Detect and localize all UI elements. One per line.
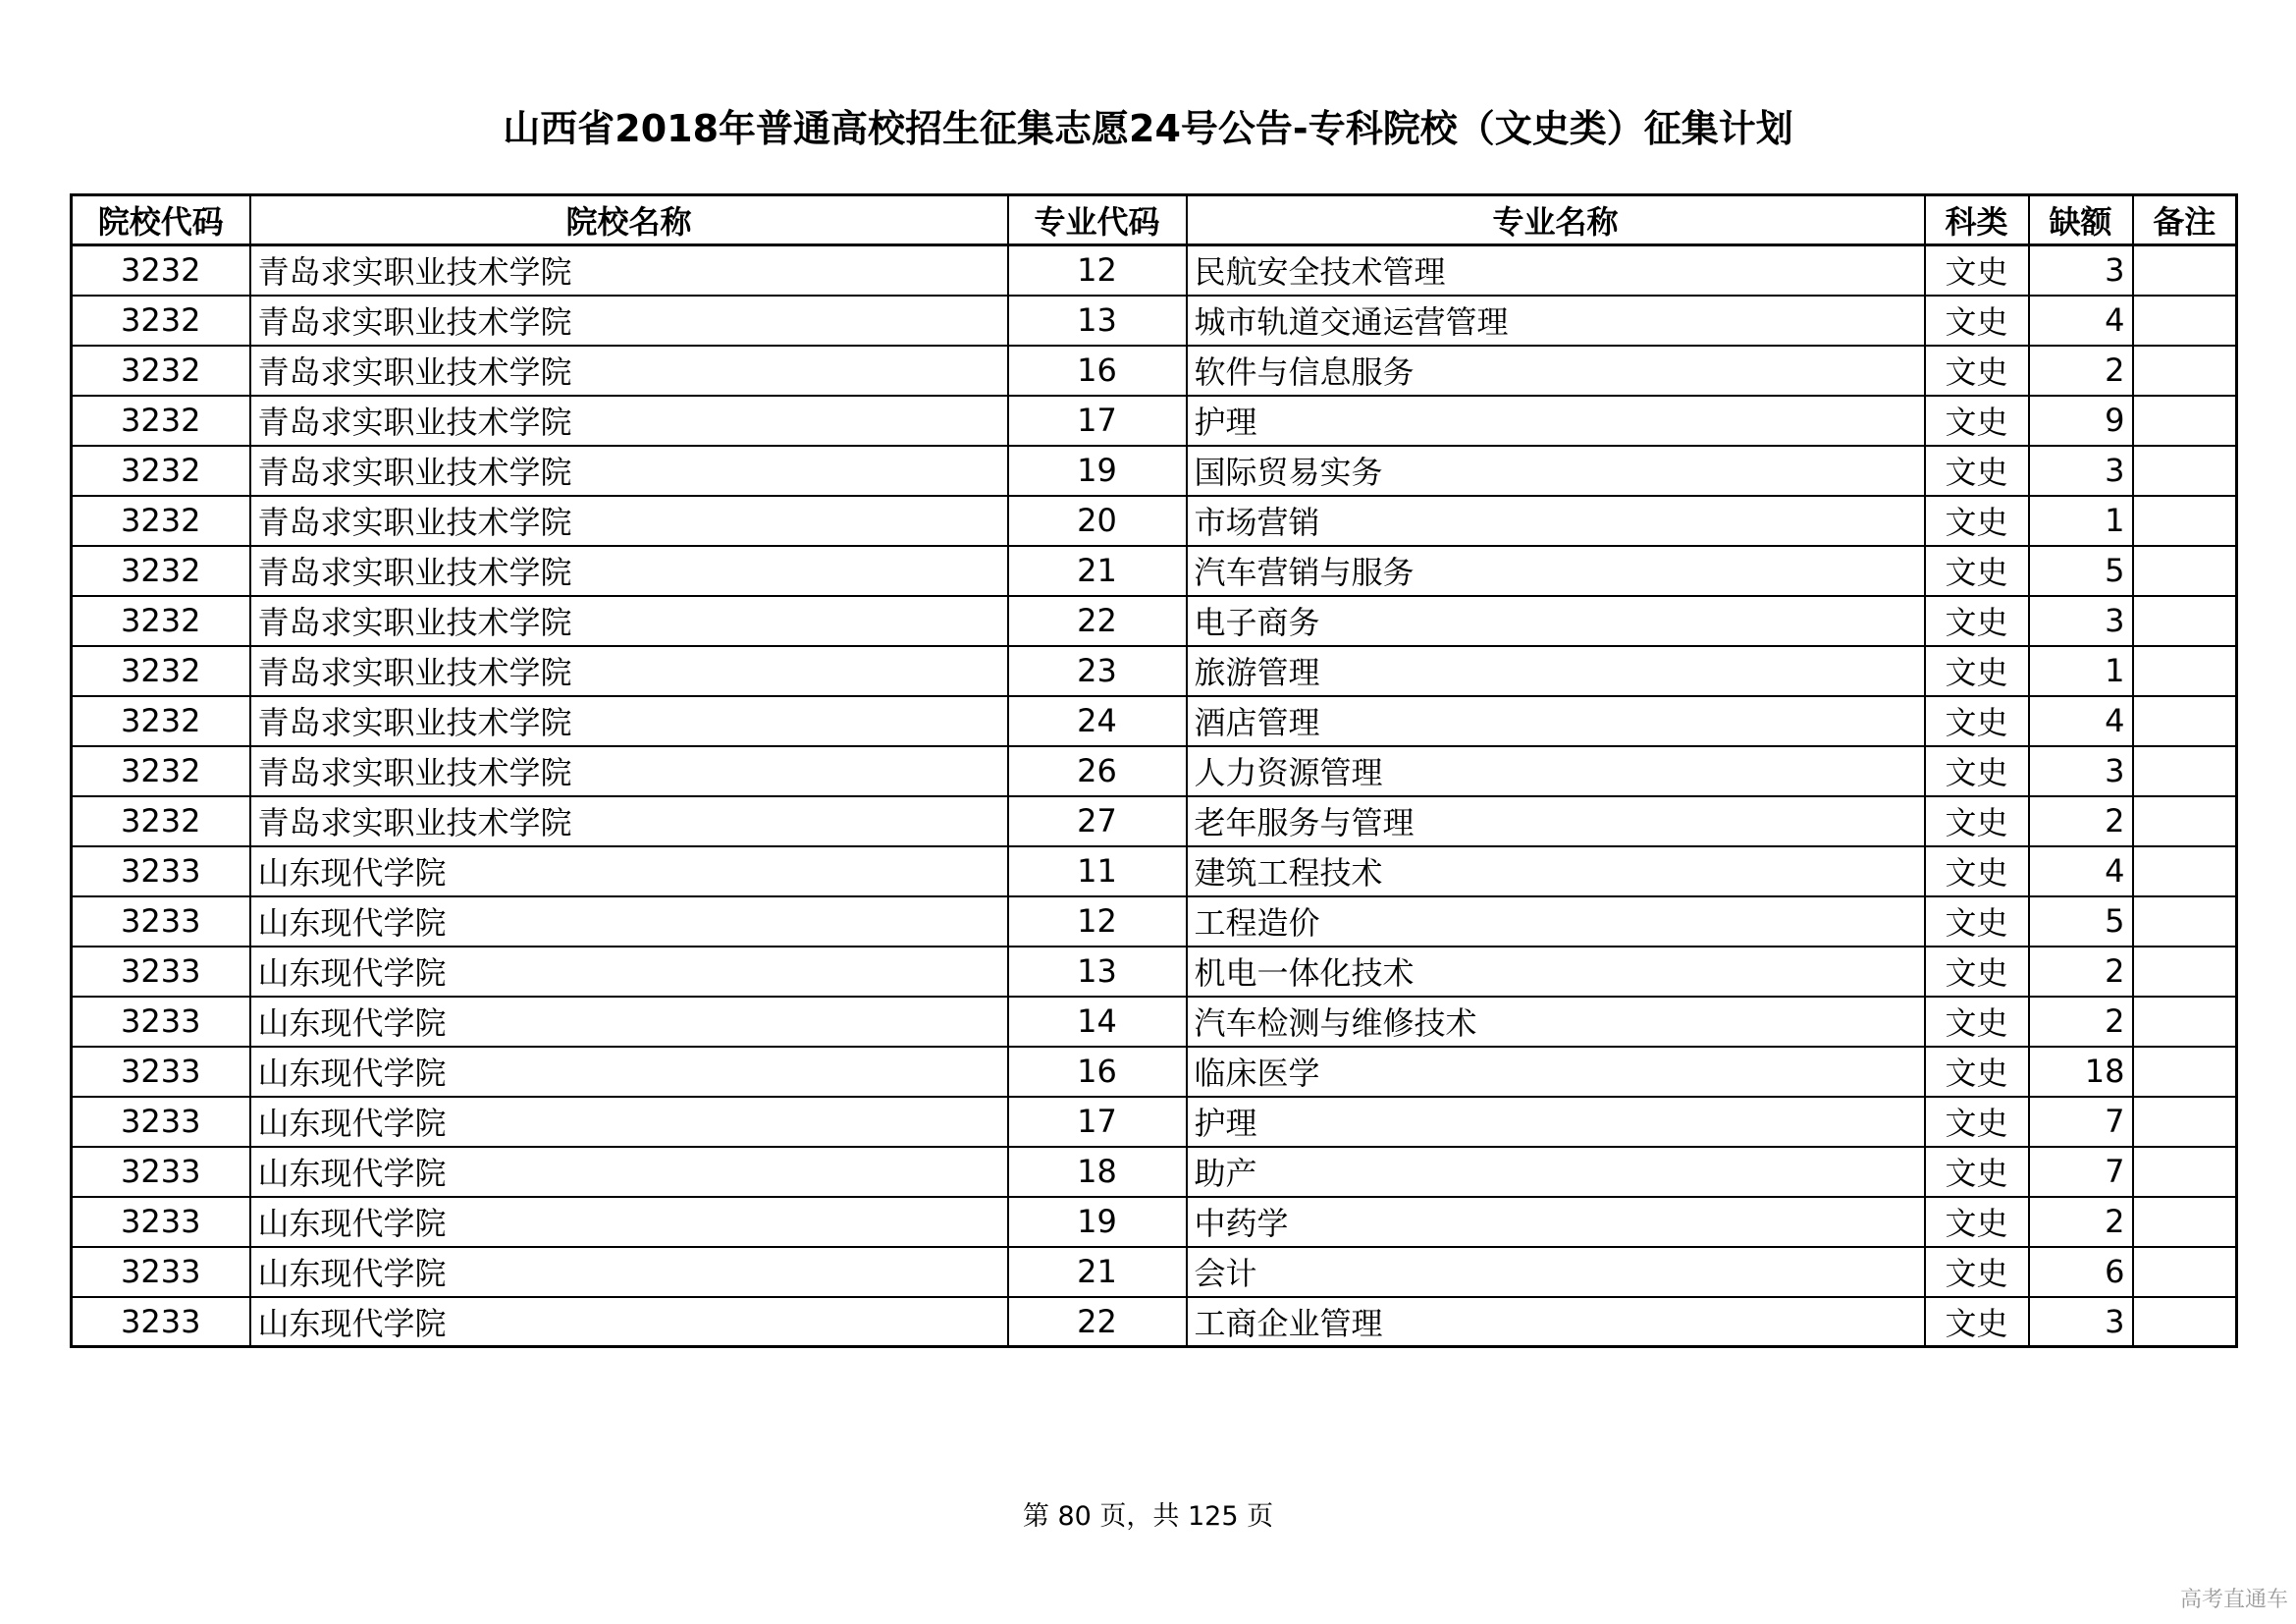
cell-major-name: 汽车营销与服务	[1187, 546, 1925, 596]
cell-note	[2133, 446, 2237, 496]
cell-category: 文史	[1925, 846, 2029, 896]
cell-vacancy: 1	[2029, 646, 2133, 696]
cell-category: 文史	[1925, 896, 2029, 947]
cell-school-name: 青岛求实职业技术学院	[250, 396, 1008, 446]
cell-note	[2133, 245, 2237, 296]
cell-category: 文史	[1925, 446, 2029, 496]
cell-major-code: 16	[1008, 1047, 1187, 1097]
cell-school-code: 3232	[72, 396, 250, 446]
cell-major-code: 27	[1008, 796, 1187, 846]
cell-category: 文史	[1925, 1297, 2029, 1347]
cell-school-name: 山东现代学院	[250, 846, 1008, 896]
cell-school-name: 青岛求实职业技术学院	[250, 346, 1008, 396]
cell-vacancy: 3	[2029, 245, 2133, 296]
cell-major-code: 11	[1008, 846, 1187, 896]
table-row	[72, 997, 2237, 1047]
cell-note	[2133, 846, 2237, 896]
cell-note	[2133, 646, 2237, 696]
cell-major-name: 民航安全技术管理	[1187, 245, 1925, 296]
cell-major-name: 汽车检测与维修技术	[1187, 997, 1925, 1047]
cell-major-name: 工商企业管理	[1187, 1297, 1925, 1347]
cell-school-name: 青岛求实职业技术学院	[250, 496, 1008, 546]
cell-vacancy: 3	[2029, 1297, 2133, 1347]
table-row	[72, 796, 2237, 846]
cell-major-code: 24	[1008, 696, 1187, 746]
cell-school-code: 3233	[72, 1297, 250, 1347]
table-row	[72, 296, 2237, 346]
table-row	[72, 1097, 2237, 1147]
cell-vacancy: 2	[2029, 346, 2133, 396]
cell-school-name: 青岛求实职业技术学院	[250, 646, 1008, 696]
cell-vacancy: 4	[2029, 846, 2133, 896]
cell-school-code: 3233	[72, 1097, 250, 1147]
cell-school-name: 山东现代学院	[250, 1247, 1008, 1297]
cell-vacancy: 2	[2029, 796, 2133, 846]
cell-vacancy: 4	[2029, 296, 2133, 346]
cell-school-code: 3232	[72, 546, 250, 596]
cell-school-code: 3232	[72, 496, 250, 546]
cell-category: 文史	[1925, 546, 2029, 596]
header-major-name: 专业名称	[1187, 195, 1925, 245]
table-header-row	[72, 195, 2237, 245]
cell-category: 文史	[1925, 1047, 2029, 1097]
watermark: 高考直通车	[2179, 1588, 2288, 1612]
cell-vacancy: 1	[2029, 496, 2133, 546]
cell-note	[2133, 496, 2237, 546]
cell-school-name: 山东现代学院	[250, 1297, 1008, 1347]
cell-note	[2133, 696, 2237, 746]
cell-school-code: 3232	[72, 296, 250, 346]
header-major-code: 专业代码	[1008, 195, 1187, 245]
cell-category: 文史	[1925, 796, 2029, 846]
cell-category: 文史	[1925, 346, 2029, 396]
table-row	[72, 496, 2237, 546]
cell-vacancy: 7	[2029, 1147, 2133, 1197]
table-row	[72, 846, 2237, 896]
cell-note	[2133, 1247, 2237, 1297]
cell-major-name: 软件与信息服务	[1187, 346, 1925, 396]
cell-category: 文史	[1925, 746, 2029, 796]
cell-school-name: 山东现代学院	[250, 1097, 1008, 1147]
cell-school-name: 山东现代学院	[250, 896, 1008, 947]
cell-major-code: 17	[1008, 396, 1187, 446]
cell-school-name: 山东现代学院	[250, 1047, 1008, 1097]
cell-school-name: 青岛求实职业技术学院	[250, 296, 1008, 346]
table-row	[72, 546, 2237, 596]
cell-category: 文史	[1925, 696, 2029, 746]
cell-major-code: 14	[1008, 997, 1187, 1047]
cell-school-code: 3232	[72, 696, 250, 746]
cell-vacancy: 2	[2029, 947, 2133, 997]
plan-table	[70, 193, 2238, 1348]
cell-note	[2133, 546, 2237, 596]
cell-vacancy: 5	[2029, 546, 2133, 596]
cell-vacancy: 3	[2029, 446, 2133, 496]
cell-category: 文史	[1925, 1197, 2029, 1247]
cell-major-code: 19	[1008, 446, 1187, 496]
cell-major-code: 19	[1008, 1197, 1187, 1247]
header-school-name: 院校名称	[250, 195, 1008, 245]
header-note: 备注	[2133, 195, 2237, 245]
cell-school-name: 山东现代学院	[250, 997, 1008, 1047]
cell-major-name: 机电一体化技术	[1187, 947, 1925, 997]
cell-major-name: 酒店管理	[1187, 696, 1925, 746]
table-body	[72, 245, 2237, 1347]
page-title: 山西省2018年普通高校招生征集志愿24号公告-专科院校（文史类）征集计划	[503, 107, 1793, 150]
cell-vacancy: 2	[2029, 1197, 2133, 1247]
cell-category: 文史	[1925, 245, 2029, 296]
cell-major-code: 26	[1008, 746, 1187, 796]
cell-note	[2133, 1147, 2237, 1197]
cell-note	[2133, 596, 2237, 646]
cell-note	[2133, 1097, 2237, 1147]
cell-category: 文史	[1925, 947, 2029, 997]
cell-school-name: 青岛求实职业技术学院	[250, 696, 1008, 746]
cell-vacancy: 5	[2029, 896, 2133, 947]
cell-category: 文史	[1925, 1097, 2029, 1147]
cell-category: 文史	[1925, 296, 2029, 346]
cell-major-code: 21	[1008, 546, 1187, 596]
cell-school-code: 3232	[72, 245, 250, 296]
header-vacancy: 缺额	[2029, 195, 2133, 245]
cell-major-name: 建筑工程技术	[1187, 846, 1925, 896]
cell-major-code: 12	[1008, 896, 1187, 947]
table-row	[72, 646, 2237, 696]
cell-major-code: 13	[1008, 947, 1187, 997]
cell-school-name: 青岛求实职业技术学院	[250, 746, 1008, 796]
table-row	[72, 1247, 2237, 1297]
cell-major-name: 中药学	[1187, 1197, 1925, 1247]
cell-school-code: 3233	[72, 1247, 250, 1297]
cell-category: 文史	[1925, 596, 2029, 646]
cell-major-code: 16	[1008, 346, 1187, 396]
cell-major-code: 22	[1008, 596, 1187, 646]
table-row	[72, 746, 2237, 796]
cell-note	[2133, 1297, 2237, 1347]
cell-note	[2133, 1047, 2237, 1097]
cell-school-name: 山东现代学院	[250, 1147, 1008, 1197]
cell-school-code: 3233	[72, 1197, 250, 1247]
cell-note	[2133, 346, 2237, 396]
cell-school-code: 3232	[72, 596, 250, 646]
cell-major-code: 17	[1008, 1097, 1187, 1147]
cell-major-code: 12	[1008, 245, 1187, 296]
cell-school-code: 3233	[72, 947, 250, 997]
cell-major-code: 18	[1008, 1147, 1187, 1197]
cell-vacancy: 3	[2029, 596, 2133, 646]
table-row	[72, 1047, 2237, 1097]
cell-major-code: 13	[1008, 296, 1187, 346]
table-row	[72, 1197, 2237, 1247]
cell-school-code: 3232	[72, 646, 250, 696]
cell-school-code: 3233	[72, 896, 250, 947]
cell-note	[2133, 896, 2237, 947]
cell-major-name: 护理	[1187, 396, 1925, 446]
cell-vacancy: 6	[2029, 1247, 2133, 1297]
cell-school-code: 3232	[72, 346, 250, 396]
table-row	[72, 396, 2237, 446]
cell-vacancy: 18	[2029, 1047, 2133, 1097]
cell-major-name: 人力资源管理	[1187, 746, 1925, 796]
table-row	[72, 446, 2237, 496]
cell-note	[2133, 396, 2237, 446]
cell-school-code: 3232	[72, 796, 250, 846]
table-row	[72, 596, 2237, 646]
cell-vacancy: 9	[2029, 396, 2133, 446]
cell-school-code: 3233	[72, 1147, 250, 1197]
cell-major-name: 电子商务	[1187, 596, 1925, 646]
table-row	[72, 245, 2237, 296]
table-row	[72, 696, 2237, 746]
cell-school-name: 青岛求实职业技术学院	[250, 546, 1008, 596]
cell-school-name: 青岛求实职业技术学院	[250, 446, 1008, 496]
cell-category: 文史	[1925, 396, 2029, 446]
cell-major-name: 临床医学	[1187, 1047, 1925, 1097]
table-row	[72, 896, 2237, 947]
cell-school-name: 青岛求实职业技术学院	[250, 796, 1008, 846]
cell-note	[2133, 947, 2237, 997]
cell-school-code: 3233	[72, 846, 250, 896]
table-row	[72, 1297, 2237, 1347]
cell-note	[2133, 746, 2237, 796]
cell-school-name: 青岛求实职业技术学院	[250, 596, 1008, 646]
cell-major-code: 22	[1008, 1297, 1187, 1347]
table-row	[72, 346, 2237, 396]
header-school-code: 院校代码	[72, 195, 250, 245]
page-footer: 第 80 页，共 125 页	[1022, 1501, 1274, 1532]
cell-major-name: 市场营销	[1187, 496, 1925, 546]
cell-major-code: 21	[1008, 1247, 1187, 1297]
cell-category: 文史	[1925, 997, 2029, 1047]
cell-note	[2133, 997, 2237, 1047]
cell-school-name: 青岛求实职业技术学院	[250, 245, 1008, 296]
cell-vacancy: 7	[2029, 1097, 2133, 1147]
cell-major-name: 旅游管理	[1187, 646, 1925, 696]
cell-major-name: 会计	[1187, 1247, 1925, 1297]
cell-major-name: 国际贸易实务	[1187, 446, 1925, 496]
cell-major-name: 老年服务与管理	[1187, 796, 1925, 846]
cell-category: 文史	[1925, 496, 2029, 546]
cell-school-code: 3233	[72, 997, 250, 1047]
cell-major-name: 护理	[1187, 1097, 1925, 1147]
cell-vacancy: 3	[2029, 746, 2133, 796]
cell-note	[2133, 796, 2237, 846]
cell-major-code: 20	[1008, 496, 1187, 546]
cell-note	[2133, 296, 2237, 346]
cell-note	[2133, 1197, 2237, 1247]
cell-category: 文史	[1925, 646, 2029, 696]
cell-vacancy: 4	[2029, 696, 2133, 746]
table-row	[72, 1147, 2237, 1197]
cell-school-name: 山东现代学院	[250, 947, 1008, 997]
cell-major-name: 助产	[1187, 1147, 1925, 1197]
cell-school-name: 山东现代学院	[250, 1197, 1008, 1247]
cell-vacancy: 2	[2029, 997, 2133, 1047]
cell-category: 文史	[1925, 1247, 2029, 1297]
cell-school-code: 3232	[72, 746, 250, 796]
cell-category: 文史	[1925, 1147, 2029, 1197]
cell-major-name: 工程造价	[1187, 896, 1925, 947]
table-row	[72, 947, 2237, 997]
cell-major-name: 城市轨道交通运营管理	[1187, 296, 1925, 346]
cell-school-code: 3233	[72, 1047, 250, 1097]
header-category: 科类	[1925, 195, 2029, 245]
cell-major-code: 23	[1008, 646, 1187, 696]
cell-school-code: 3232	[72, 446, 250, 496]
